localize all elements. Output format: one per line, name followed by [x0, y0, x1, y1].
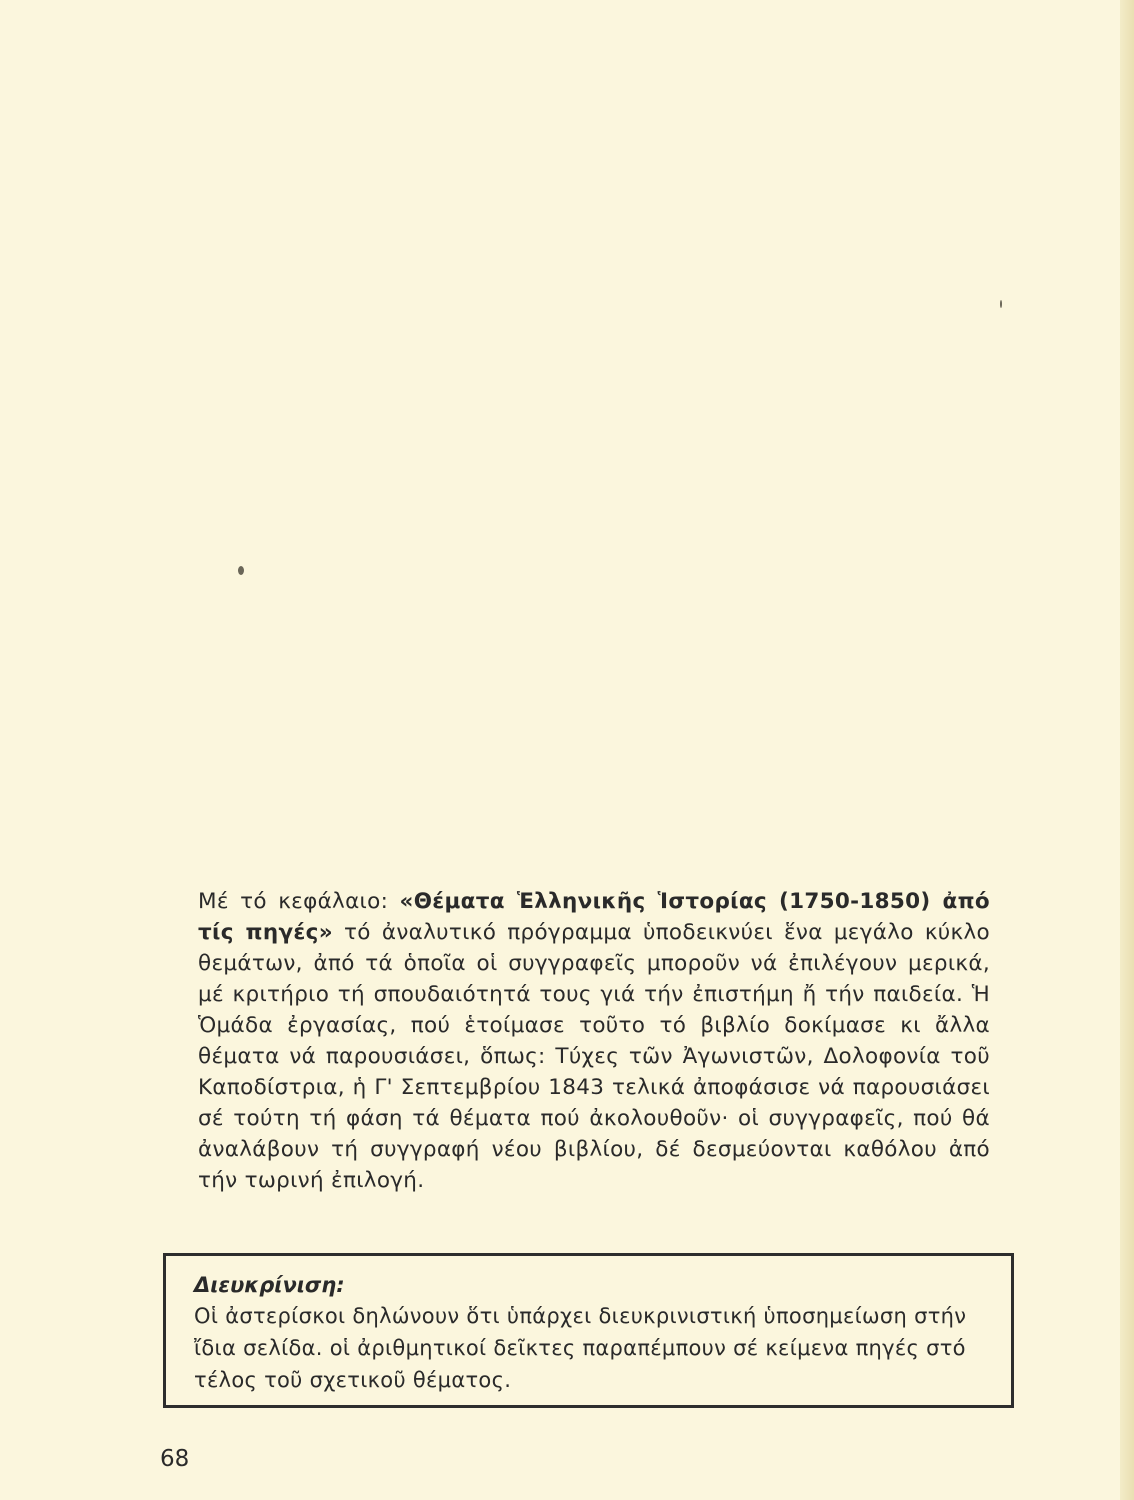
speck-mark	[238, 566, 244, 575]
chapter-title: «Θέματα Ἑλληνικῆς Ἱστορίας (1750-1850) ἀπό τίς πηγές»	[198, 889, 990, 945]
clarification-box	[163, 1253, 1014, 1408]
clarification-title: Διευκρίνιση:	[194, 1273, 345, 1297]
paragraph-body: τό ἀναλυτικό πρόγραμμα ὑποδεικνύει ἕνα μεγάλο κύκλο θεμάτων, ἀπό τά ὁποῖα οἱ συγγραφεῖς μποροῦν νά ἐπιλέγουν μερικά, μέ κριτήριο τή σπουδαιότητά τους γιά τήν ἐπιστήμη ἤ τήν παιδεία. Ἡ Ὁμάδα ἐργασίας, πού ἑτοίμασε τοῦτο τό βιβλίο δοκίμασε κι ἄλλα θέματα νά παρουσιάσει, ὅπως: Τύχες τῶν Ἀγωνιστῶν, Δολοφονία τοῦ Καποδίστρια, ἡ Γ' Σεπτεμβρίου 1843 τελικά ἀποφάσισε νά παρουσιάσει σέ τούτη τή φάση τά θέματα πού ἀκολουθοῦν· οἱ συγγραφεῖς, πού θά ἀναλάβουν τή συγγραφή νέου βιβλίου, δέ δεσμεύονται καθόλου ἀπό τήν τωρινή ἐπιλογή.	[198, 920, 990, 1193]
paragraph-intro: Μέ τό κεφάλαιο:	[198, 889, 400, 914]
clarification-text: Οἱ ἀστερίσκοι δηλώνουν ὅτι ὑπάρχει διευκρινιστική ὑποσημείωση στήν ἴδια σελίδα. οἱ ἀριθμητικοί δεῖκτες παραπέμπουν σέ κείμενα πηγές στό τέλος τοῦ σχετικοῦ θέματος.	[194, 1304, 967, 1392]
speck-mark	[1000, 300, 1002, 308]
page-number: 68	[160, 1446, 190, 1472]
page-edge-shadow	[1120, 0, 1134, 1500]
main-paragraph	[198, 886, 990, 1196]
